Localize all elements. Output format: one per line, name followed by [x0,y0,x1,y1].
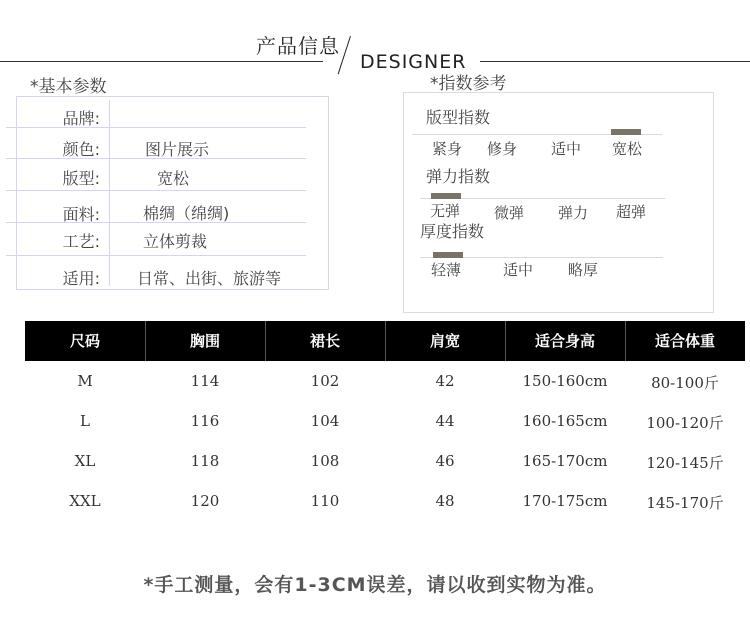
table-cell: 48 [435,492,455,510]
table-cell: 145-170斤 [646,494,724,512]
table-cell: 110 [310,492,340,510]
fit-option: 宽松 [612,140,643,158]
basic-label-brand: 品牌: [62,109,100,128]
table-cell: 104 [310,412,340,430]
stretch-option: 超弹 [616,203,647,221]
stretch-option: 弹力 [558,204,589,222]
basic-label-craft: 工艺: [62,232,100,251]
basic-value-fabric: 棉绸（绵绸) [143,204,230,223]
basic-label-fit: 版型: [62,169,100,188]
measurement-note: *手工测量，会有1-3CM误差，请以收到实物为准。 [143,574,607,596]
col-header-bust: 胸围 [189,332,220,350]
index-ref-title: *指数参考 [430,74,507,94]
basic-value-fit: 宽松 [157,169,190,188]
table-cell: XXL [69,492,101,510]
thickness-option: 轻薄 [431,261,462,279]
col-header-size: 尺码 [69,332,100,350]
table-cell: 114 [190,372,220,390]
table-cell: 150-160cm [522,372,608,390]
table-cell: 165-170cm [522,452,608,470]
table-cell: L [80,412,90,430]
table-cell: 120 [190,492,220,510]
basic-value-craft: 立体剪裁 [143,232,208,251]
col-header-shoulder: 肩宽 [429,332,460,350]
table-cell: 42 [435,372,455,390]
basic-params-title: *基本参数 [30,77,107,97]
table-cell: 116 [190,412,220,430]
table-cell: 44 [435,412,455,430]
thickness-option: 略厚 [568,261,599,279]
designer-title: DESIGNER [360,51,467,73]
table-cell: 170-175cm [522,492,608,510]
table-cell: M [77,372,93,390]
basic-row-line [6,190,306,191]
table-cell: 46 [435,452,455,470]
header-line-left [0,61,323,62]
stretch-option: 无弹 [430,202,461,220]
table-cell: 118 [190,452,220,470]
thickness-index-marker [433,252,463,258]
fit-option: 修身 [487,140,518,158]
table-cell: 108 [310,452,340,470]
basic-label-occasion: 适用: [62,269,100,288]
fit-index-label: 版型指数 [426,108,491,127]
stretch-option: 微弹 [494,204,525,222]
basic-value-occasion: 日常、出街、旅游等 [137,269,282,288]
col-header-weight: 适合体重 [654,332,715,350]
basic-value-color: 图片展示 [145,140,210,159]
fit-option: 紧身 [432,140,463,158]
thickness-index-label: 厚度指数 [420,222,485,241]
col-header-length: 裙长 [309,332,340,350]
col-header-height: 适合身高 [534,332,595,350]
basic-label-color: 颜色: [62,140,100,159]
table-cell: 100-120斤 [646,414,724,432]
product-info-title: 产品信息 [256,34,340,58]
thickness-option: 适中 [503,261,534,279]
fit-option: 适中 [551,140,582,158]
size-table-header [25,321,745,361]
table-cell: XL [74,452,96,470]
table-cell: 102 [310,372,340,390]
stretch-index-marker [431,193,461,199]
basic-label-fabric: 面料: [62,205,100,224]
table-cell: 160-165cm [522,412,608,430]
header-line-right [480,61,750,62]
table-cell: 120-145斤 [646,454,724,472]
basic-row-line [6,255,306,256]
table-cell: 80-100斤 [651,374,719,392]
fit-index-marker [611,129,641,135]
stretch-index-label: 弹力指数 [426,167,491,186]
